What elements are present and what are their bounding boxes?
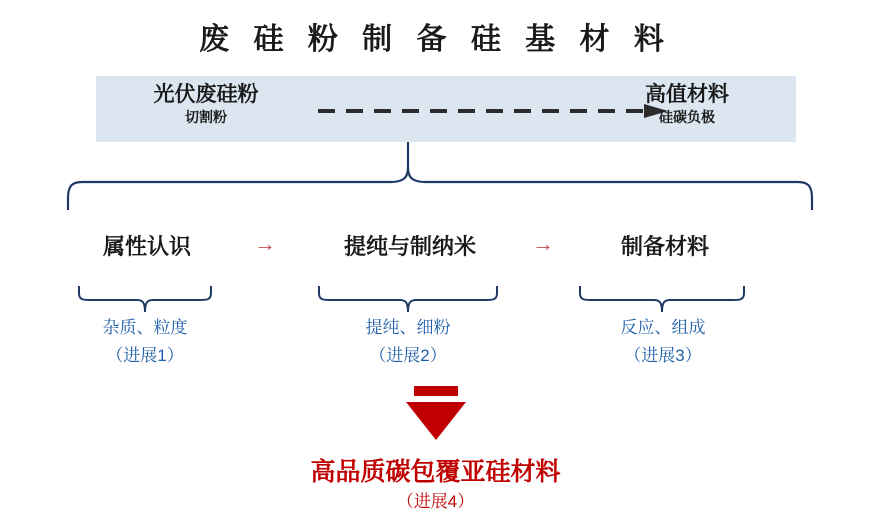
stage-detail-3	[568, 314, 758, 370]
stage-detail-1-line1: 杂质、粒度	[102, 318, 188, 337]
result-title: 高品质碳包覆亚硅材料	[310, 458, 561, 486]
target-block	[592, 82, 782, 126]
stage-brace-1	[75, 286, 215, 312]
stage-brace-3	[576, 286, 748, 312]
source-block	[116, 82, 296, 126]
target-subtitle: 硅碳负极	[659, 109, 715, 125]
stage-detail-2	[300, 314, 516, 370]
top-brace-connector	[60, 142, 820, 212]
stage-detail-2-line1: 提纯、细粉	[365, 318, 451, 337]
stage-arrow-1: →	[254, 231, 276, 256]
target-title: 高值材料	[645, 83, 729, 106]
stage-arrow-2: →	[532, 231, 554, 256]
page-title: 废 硅 粉 制 备 硅 基 材 料	[199, 23, 672, 56]
stage-detail-1-line2: （进展1）	[106, 346, 184, 365]
stage-detail-3-line1: 反应、组成	[620, 318, 706, 337]
source-to-target-banner	[96, 76, 796, 142]
source-subtitle: 切割粉	[185, 109, 227, 125]
stage-label-1: 属性认识	[102, 234, 191, 259]
source-title: 光伏废硅粉	[153, 83, 259, 106]
stage-detail-1	[60, 314, 230, 370]
result-subtitle: （进展4）	[396, 492, 475, 511]
down-arrow-icon	[398, 386, 474, 442]
stage-brace-2	[315, 286, 501, 312]
stage-label-3: 制备材料	[620, 234, 709, 259]
stage-detail-3-line2: （进展3）	[624, 346, 702, 365]
stage-detail-2-line2: （进展2）	[369, 346, 447, 365]
stage-label-2: 提纯与制纳米	[343, 234, 476, 259]
